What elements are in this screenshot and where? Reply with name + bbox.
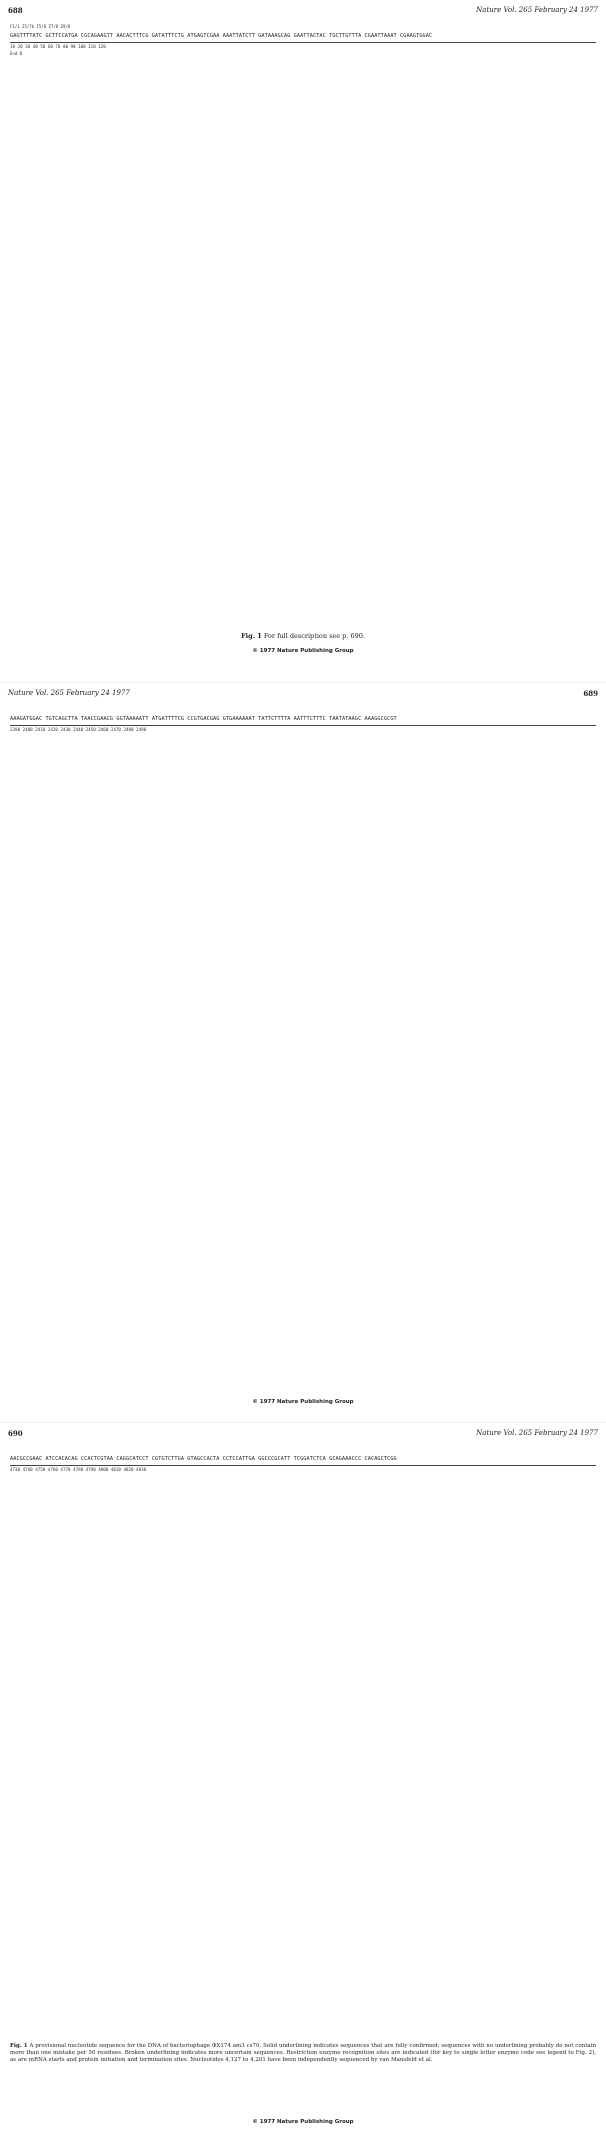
sequence-block	[10, 1447, 596, 1483]
page-header	[8, 6, 598, 20]
figure-legend-text: A provisional nucleotide sequence for the DNA of bacteriophage ΦX174 am3 cs70. Solid underlining indicates sequences that are fully confirmed; sequences with no underlining probably do not contain more than one mistake per 50 residues. Broken underlining indicates more uncertain sequences. Restriction enzyme recognition sites are indicated (for key to single letter enzyme code see legend to Fig. 2), as are mRNA starts and protein initiation and termination sites. Nucleotides 4,127 to 4,201 have been independently sequenced by van Mansfeld et al.	[10, 2043, 596, 2063]
copyright-notice: © 1977 Nature Publishing Group	[252, 648, 354, 654]
nucleotide-sequence-line: GAGTTTTATC GCTTCCATGA CGCAGAAGTT AACACTTTCG GATATTTCTG ATGAGTCGAA AAATTATCTT GATAAAGCAG GAATTACTAC TGCTTGTTTA CGAATTAAAT CGAAGTGGAC	[10, 33, 596, 43]
sequence-block	[10, 707, 596, 743]
journal-title: Nature Vol. 265 February 24 1977	[8, 689, 130, 697]
page-header	[8, 689, 598, 703]
page-number: 690	[8, 1429, 23, 1438]
restriction-site-markers: F1/1 Z5/7b F5/8 Z7/8 Z9/8	[10, 24, 71, 29]
figure-label: Fig. 1	[241, 632, 262, 640]
sequence-block	[10, 24, 596, 60]
page-header	[8, 1429, 598, 1443]
nucleotide-sequence-line: AAAGATGGAC TGTCAGCTTA TAACCGAACG GGTAAAAATT ATGATTTTCG CCGTGACGAG GTGAAAAAAT TATTCTTTTA AATTTCTTTC TAATATAAGC AAAGGCGCGT	[10, 716, 596, 726]
position-numbers: 10 20 30 40 50 60 70 80 90 100 110 120	[10, 44, 106, 49]
page-690	[0, 1422, 606, 2142]
site-annotations: End B	[10, 51, 23, 56]
figure-caption	[10, 632, 596, 640]
nucleotide-sequence-line: AACGCCGAAC ATCCACACAG CCACTCGTAA CAGGCATCCT CGTGTCTTGA GTAGCCACTA CCTCCATTGA GGCCCGCATT TCGGATCTCA GCAGAAACCC CACAGCTCGG	[10, 1456, 596, 1466]
journal-title: Nature Vol. 265 February 24 1977	[476, 6, 598, 14]
copyright-notice: © 1977 Nature Publishing Group	[252, 2119, 354, 2125]
page-number: 689	[583, 689, 598, 698]
figure-legend	[10, 2043, 596, 2064]
page-688	[0, 0, 606, 676]
position-numbers: 2390 2400 2410 2420 2430 2440 2450 2460 2470 2480 2490	[10, 727, 147, 732]
figure-label: Fig. 1	[10, 2043, 28, 2049]
page-689	[0, 682, 606, 1417]
page-number: 688	[8, 6, 23, 15]
journal-title: Nature Vol. 265 February 24 1977	[476, 1429, 598, 1437]
figure-caption-text: For full description see p. 690.	[263, 632, 365, 640]
copyright-notice: © 1977 Nature Publishing Group	[252, 1399, 354, 1405]
position-numbers: 4730 4740 4750 4760 4770 4780 4790 4800 4810 4820 4830	[10, 1467, 147, 1472]
